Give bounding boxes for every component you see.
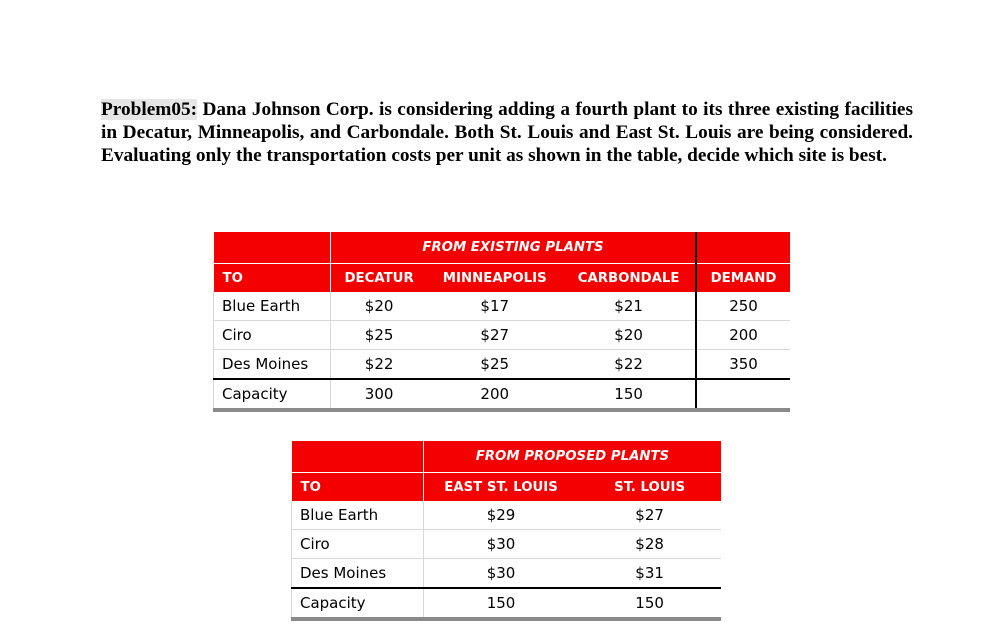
column-header: DEMAND <box>696 264 790 293</box>
capacity-row <box>292 588 722 619</box>
column-header: DECATUR <box>330 264 427 293</box>
table-corner <box>696 232 790 264</box>
cell: $20 <box>562 321 696 350</box>
cell: 150 <box>423 588 578 619</box>
cell: $22 <box>330 350 427 380</box>
column-header: CARBONDALE <box>562 264 696 293</box>
table-row <box>292 501 722 530</box>
table-title-row <box>214 232 791 264</box>
cell: $30 <box>423 530 578 559</box>
column-header: TO <box>292 473 424 502</box>
cell: $25 <box>330 321 427 350</box>
row-label: Capacity <box>292 588 424 619</box>
cell: $25 <box>427 350 562 380</box>
problem-label: Problem05: <box>101 99 198 120</box>
cell: $27 <box>427 321 562 350</box>
cell: $31 <box>578 559 721 589</box>
row-label: Des Moines <box>214 350 331 380</box>
row-label: Capacity <box>214 379 331 410</box>
problem-statement <box>101 99 913 167</box>
cell: $28 <box>578 530 721 559</box>
column-header: MINNEAPOLIS <box>427 264 562 293</box>
cell: 150 <box>578 588 721 619</box>
column-header: ST. LOUIS <box>578 473 721 502</box>
row-label: Des Moines <box>292 559 424 589</box>
table-title-row <box>292 441 722 473</box>
cell: $17 <box>427 292 562 321</box>
table-row <box>214 292 791 321</box>
cell: $22 <box>562 350 696 380</box>
cell: 150 <box>562 379 696 410</box>
table-title: FROM EXISTING PLANTS <box>330 232 696 264</box>
column-header: EAST ST. LOUIS <box>423 473 578 502</box>
cell: $30 <box>423 559 578 589</box>
table-title: FROM PROPOSED PLANTS <box>423 441 721 473</box>
proposed-plants-table <box>291 441 721 621</box>
row-label: Ciro <box>214 321 331 350</box>
row-label: Blue Earth <box>292 501 424 530</box>
cell: 300 <box>330 379 427 410</box>
table-row <box>292 559 722 589</box>
column-header: TO <box>214 264 331 293</box>
table-row <box>214 350 791 380</box>
row-label: Blue Earth <box>214 292 331 321</box>
problem-text: Dana Johnson Corp. is considering adding a fourth plant to its three existing facilities in Decatur, Minneapolis, and Carbondale. Both St. Louis and East St. Louis are being considered. Evaluating only the transportation costs per unit as shown in the table, decide which site is best. <box>101 99 913 166</box>
cell: $27 <box>578 501 721 530</box>
cell: 200 <box>427 379 562 410</box>
table-header-row <box>292 473 722 502</box>
cell: 350 <box>696 350 790 380</box>
cell: 200 <box>696 321 790 350</box>
cell: $29 <box>423 501 578 530</box>
table-row <box>292 530 722 559</box>
table-corner <box>214 232 331 264</box>
table-header-row <box>214 264 791 293</box>
row-label: Ciro <box>292 530 424 559</box>
cell: $21 <box>562 292 696 321</box>
table-corner <box>292 441 424 473</box>
cell: $20 <box>330 292 427 321</box>
table-row <box>214 321 791 350</box>
cell <box>696 379 790 410</box>
existing-plants-table <box>213 232 790 412</box>
capacity-row <box>214 379 791 410</box>
cell: 250 <box>696 292 790 321</box>
